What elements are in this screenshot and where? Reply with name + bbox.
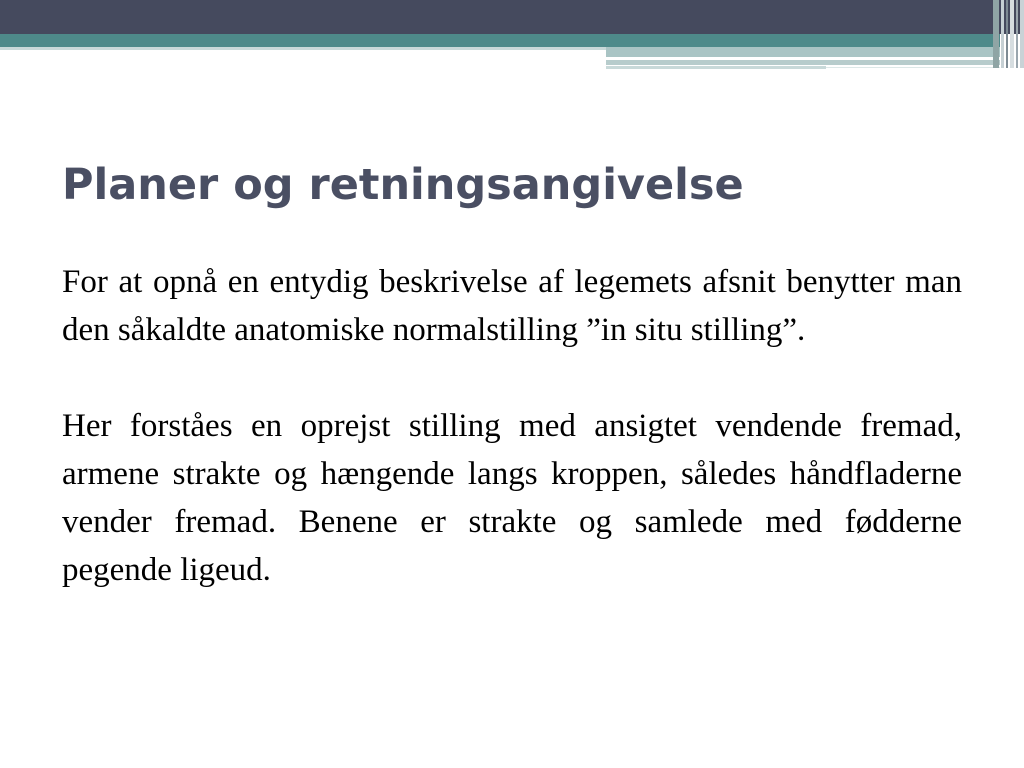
slide-title: Planer og retningsangivelse <box>62 160 744 210</box>
body-paragraph: Her forståes en oprejst stilling med ansigtet vendende fremad, armene strakte og hængende langs kroppen, således håndfladerne vender fremad. Benene er strakte og samlede med fødderne pegende ligeud. <box>62 408 962 588</box>
header-vertical-stripe <box>1006 0 1008 68</box>
header-right-line <box>826 67 1000 68</box>
header-thin-line <box>0 47 606 50</box>
slide-body <box>62 258 962 594</box>
header-vertical-stripe <box>1016 0 1018 68</box>
header-vertical-stripe <box>1001 0 1004 68</box>
header-vertical-stripe <box>1020 0 1024 68</box>
header-accent-stripe <box>0 34 1000 47</box>
header-bar <box>0 0 1024 34</box>
header-vertical-stripe <box>1010 0 1014 68</box>
header-right-line <box>606 60 1000 65</box>
header-right-band <box>606 47 1000 57</box>
header-right-line <box>606 57 946 59</box>
header-right-line <box>606 66 826 69</box>
header-vertical-stripe <box>993 0 999 68</box>
body-paragraph: For at opnå en entydig beskrivelse af legemets afsnit benytter man den såkaldte anatomiske normalstilling ”in situ stilling”. <box>62 264 962 348</box>
